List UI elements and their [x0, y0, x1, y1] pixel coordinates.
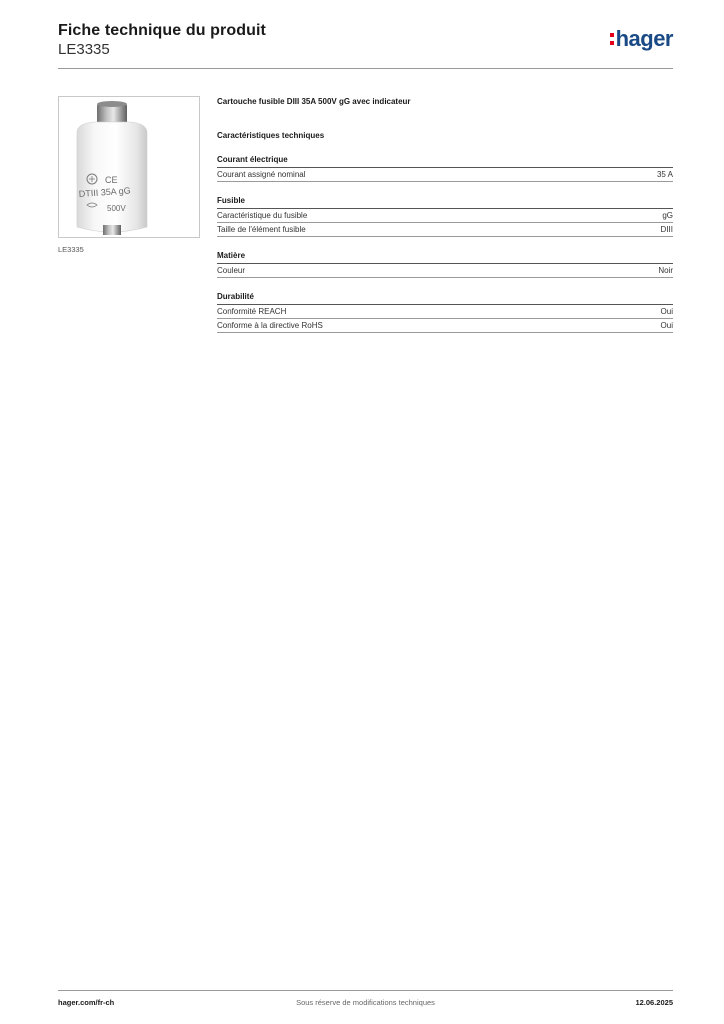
- fuse-cartridge-icon: [59, 97, 200, 238]
- logo-text: hager: [615, 26, 673, 51]
- spec-group-fuse: [217, 195, 673, 237]
- spec-value: Oui: [660, 321, 673, 330]
- spec-row: [217, 305, 673, 319]
- spec-label: Couleur: [217, 266, 246, 275]
- spec-label: Taille de l'élément fusible: [217, 225, 306, 234]
- specs-title: Caractéristiques techniques: [217, 131, 325, 140]
- product-image: [58, 96, 200, 238]
- footer-website-link[interactable]: hager.com/fr-ch: [58, 998, 115, 1007]
- image-print-line1: DTIII 35A gG: [78, 185, 132, 199]
- footer-notice: Sous réserve de modifications techniques: [296, 998, 435, 1007]
- spec-row: [217, 168, 673, 182]
- spec-value: 35 A: [656, 170, 673, 179]
- spec-row: [217, 223, 673, 237]
- hager-logo: [610, 26, 673, 52]
- image-caption: LE3335: [58, 245, 84, 254]
- group-title: Fusible: [217, 195, 673, 209]
- spec-row: [217, 209, 673, 223]
- spec-label: Courant assigné nominal: [217, 170, 306, 179]
- spec-group-material: [217, 250, 673, 278]
- page-footer: [58, 998, 673, 1010]
- product-reference: LE3335: [58, 41, 110, 58]
- image-mark-ce: CE: [105, 175, 118, 185]
- page-header: [58, 20, 673, 70]
- fuse-contact: [103, 225, 121, 235]
- spec-label: Conformité REACH: [217, 307, 287, 316]
- spec-label: Caractéristique du fusible: [217, 211, 308, 220]
- spec-row: [217, 264, 673, 278]
- logo-dots-icon: [610, 33, 614, 45]
- spec-row: [217, 319, 673, 333]
- group-title: Durabilité: [217, 291, 673, 305]
- document-title: Fiche technique du produit: [58, 22, 266, 39]
- product-details: [217, 96, 673, 333]
- spec-group-durability: [217, 291, 673, 333]
- fuse-cap-top: [97, 101, 127, 107]
- spec-groups: [217, 154, 673, 333]
- spec-group-current: [217, 154, 673, 182]
- spec-value: Noir: [658, 266, 673, 275]
- spec-value: DIII: [660, 225, 673, 234]
- spec-value: gG: [662, 211, 673, 220]
- footer-date: 12.06.2025: [635, 998, 673, 1007]
- product-description: Cartouche fusible DIII 35A 500V gG avec indicateur: [217, 97, 411, 106]
- header-divider: [58, 68, 673, 69]
- footer-divider: [58, 990, 673, 991]
- spec-value: Oui: [660, 307, 673, 316]
- image-print-line2: 500V: [107, 204, 126, 213]
- spec-label: Conforme à la directive RoHS: [217, 321, 323, 330]
- group-title: Matière: [217, 250, 673, 264]
- group-title: Courant électrique: [217, 154, 673, 168]
